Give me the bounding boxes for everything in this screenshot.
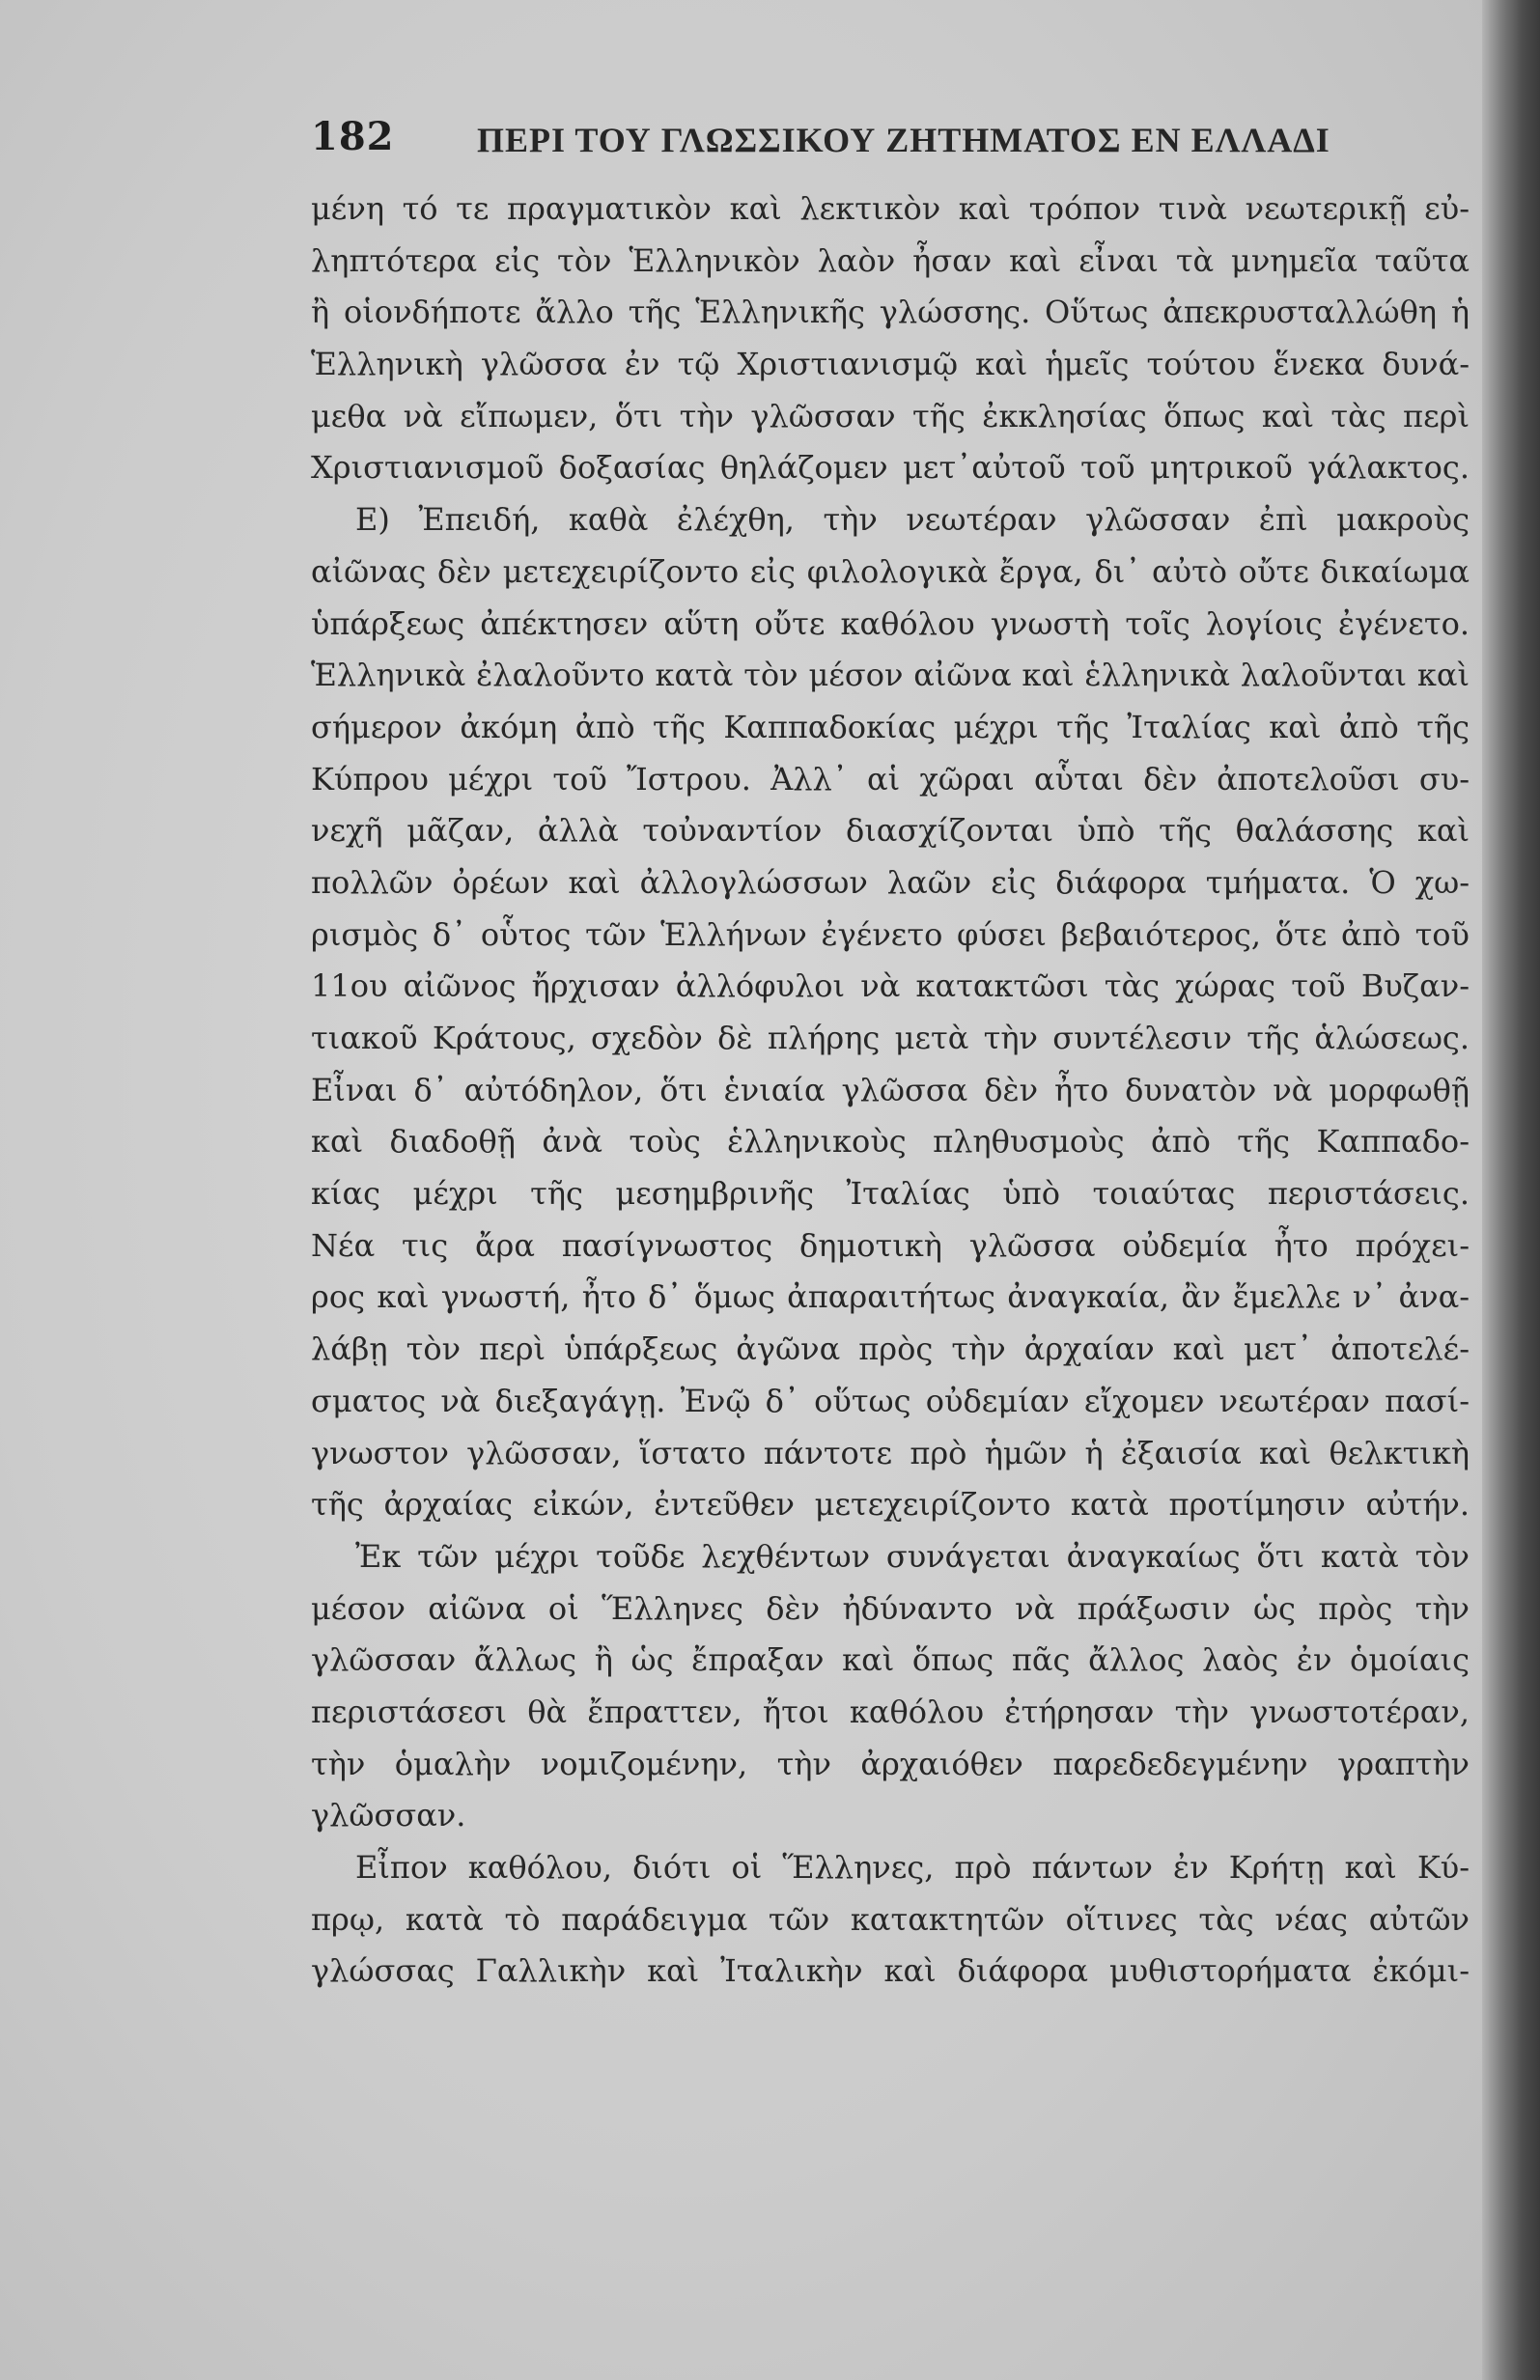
text-line: μεθα νὰ εἴπωμεν, ὅτι τὴν γλῶσσαν τῆς ἐκκλησίας ὅπως καὶ τὰς περὶ — [311, 397, 1470, 434]
text-line: 11ου αἰῶνος ἤρχισαν ἀλλόφυλοι νὰ κατακτῶσι τὰς χώρας τοῦ Βυζαν- — [311, 967, 1470, 1005]
page-number: 182 — [311, 114, 395, 159]
text-line: Ἐκ τῶν μέχρι τοῦδε λεχθέντων συνάγεται ἀναγκαίως ὅτι κατὰ τὸν — [355, 1537, 1470, 1575]
text-line: νεχῆ μᾶζαν, ἀλλὰ τοὐναντίον διασχίζονται ὑπὸ τῆς θαλάσσης καὶ — [311, 812, 1470, 850]
text-line: καὶ διαδοθῇ ἀνὰ τοὺς ἑλληνικοὺς πληθυσμοὺς ἀπὸ τῆς Καππαδο- — [311, 1123, 1470, 1161]
text-line: ρος καὶ γνωστή, ἦτο δ᾿ ὅμως ἀπαραιτήτως ἀναγκαία, ἂν ἔμελλε ν᾿ ἀνα- — [311, 1278, 1470, 1316]
text-line: Εἶπον καθόλου, διότι οἱ Ἕλληνες, πρὸ πάντων ἐν Κρήτῃ καὶ Κύ- — [355, 1849, 1470, 1886]
text-line: τιακοῦ Κράτους, σχεδὸν δὲ πλήρης μετὰ τὴν συντέλεσιν τῆς ἁλώσεως. — [311, 1020, 1470, 1056]
body-text — [311, 183, 1470, 1998]
text-line: Νέα τις ἄρα πασίγνωστος δημοτικὴ γλῶσσα οὐδεμία ἦτο πρόχει- — [311, 1226, 1470, 1264]
text-line: Ἑλληνικὴ γλῶσσα ἐν τῷ Χριστιανισμῷ καὶ ἡμεῖς τούτου ἕνεκα δυνά- — [311, 346, 1470, 383]
text-line: ληπτότερα εἰς τὸν Ἑλληνικὸν λαὸν ἦσαν καὶ εἶναι τὰ μνημεῖα ταῦτα — [311, 241, 1470, 279]
text-line: γλώσσας Γαλλικὴν καὶ Ἰταλικὴν καὶ διάφορα μυθιστορήματα ἐκόμι- — [311, 1952, 1470, 1990]
text-line: πολλῶν ὀρέων καὶ ἀλλογλώσσων λαῶν εἰς διάφορα τμήματα. Ὁ χω- — [311, 863, 1470, 901]
text-line: τῆς ἀρχαίας εἰκών, ἐντεῦθεν μετεχειρίζοντο κατὰ προτίμησιν αὐτήν. — [311, 1486, 1470, 1524]
running-head — [311, 114, 1392, 168]
text-line: γλῶσσαν. — [311, 1797, 466, 1834]
text-line: αἰῶνας δὲν μετεχειρίζοντο εἰς φιλολογικὰ ἔργα, δι᾿ αὐτὸ οὔτε δικαίωμα — [311, 552, 1470, 590]
book-gutter-shadow — [1482, 0, 1540, 2380]
text-line: ὑπάρξεως ἀπέκτησεν αὕτη οὔτε καθόλου γνωστὴ τοῖς λογίοις ἐγένετο. — [311, 604, 1470, 642]
running-title: ΠΕΡΙ ΤΟΥ ΓΛΩΣΣΙΚΟΥ ΖΗΤΗΜΑΤΟΣ ΕΝ ΕΛΛΑΔΙ — [477, 121, 1330, 159]
text-line: σματος νὰ διεξαγάγῃ. Ἐνῷ δ᾿ οὕτως οὐδεμίαν εἴχομεν νεωτέραν πασί- — [311, 1382, 1470, 1419]
text-line: κίας μέχρι τῆς μεσημβρινῆς Ἰταλίας ὑπὸ τοιαύτας περιστάσεις. — [311, 1175, 1470, 1213]
text-line: μέσον αἰῶνα οἱ Ἕλληνες δὲν ἠδύναντο νὰ πράξωσιν ὡς πρὸς τὴν — [311, 1589, 1470, 1627]
text-line: Ἑλληνικὰ ἐλαλοῦντο κατὰ τὸν μέσον αἰῶνα καὶ ἑλληνικὰ λαλοῦνται καὶ — [311, 657, 1470, 694]
text-line: μένη τό τε πραγματικὸν καὶ λεκτικὸν καὶ τρόπον τινὰ νεωτερικῇ εὐ- — [311, 190, 1470, 227]
text-line: τὴν ὁμαλὴν νομιζομένην, τὴν ἀρχαιόθεν παρεδεδεγμένην γραπτὴν — [311, 1745, 1470, 1782]
text-line: ἢ οἱονδήποτε ἄλλο τῆς Ἑλληνικῆς γλώσσης. Οὕτως ἀπεκρυσταλλώθη ἡ — [311, 294, 1470, 331]
text-line: Ε) Ἐπειδή, καθὰ ἐλέχθη, τὴν νεωτέραν γλῶσσαν ἐπὶ μακροὺς — [355, 501, 1470, 539]
text-line: Χριστιανισμοῦ δοξασίας θηλάζομεν μετ᾿αὐτοῦ τοῦ μητρικοῦ γάλακτος. — [311, 449, 1470, 487]
text-line: Εἶναι δ᾿ αὐτόδηλον, ὅτι ἑνιαία γλῶσσα δὲν ἦτο δυνατὸν νὰ μορφωθῇ — [311, 1071, 1470, 1108]
text-line: ρισμὸς δ᾿ οὗτος τῶν Ἑλλήνων ἐγένετο φύσει βεβαιότερος, ὅτε ἀπὸ τοῦ — [311, 915, 1470, 953]
text-line: γλῶσσαν ἄλλως ἢ ὡς ἔπραξαν καὶ ὅπως πᾶς ἄλλος λαὸς ἐν ὁμοίαις — [311, 1641, 1470, 1679]
text-line: σήμερον ἀκόμη ἀπὸ τῆς Καππαδοκίας μέχρι τῆς Ἰταλίας καὶ ἀπὸ τῆς — [311, 708, 1470, 745]
text-line: περιστάσεσι θὰ ἔπραττεν, ἤτοι καθόλου ἐτήρησαν τὴν γνωστοτέραν, — [311, 1693, 1470, 1730]
text-line: γνωστον γλῶσσαν, ἵστατο πάντοτε πρὸ ἡμῶν ἡ ἐξαισία καὶ θελκτικὴ — [311, 1434, 1470, 1471]
text-line: πρῳ, κατὰ τὸ παράδειγμα τῶν κατακτητῶν οἵτινες τὰς νέας αὐτῶν — [311, 1900, 1470, 1938]
text-line: Κύπρου μέχρι τοῦ Ἴστρου. Ἀλλ᾿ αἱ χῶραι αὗται δὲν ἀποτελοῦσι συ- — [311, 760, 1470, 798]
text-line: λάβῃ τὸν περὶ ὑπάρξεως ἀγῶνα πρὸς τὴν ἀρχαίαν καὶ μετ᾿ ἀποτελέ- — [311, 1330, 1470, 1368]
